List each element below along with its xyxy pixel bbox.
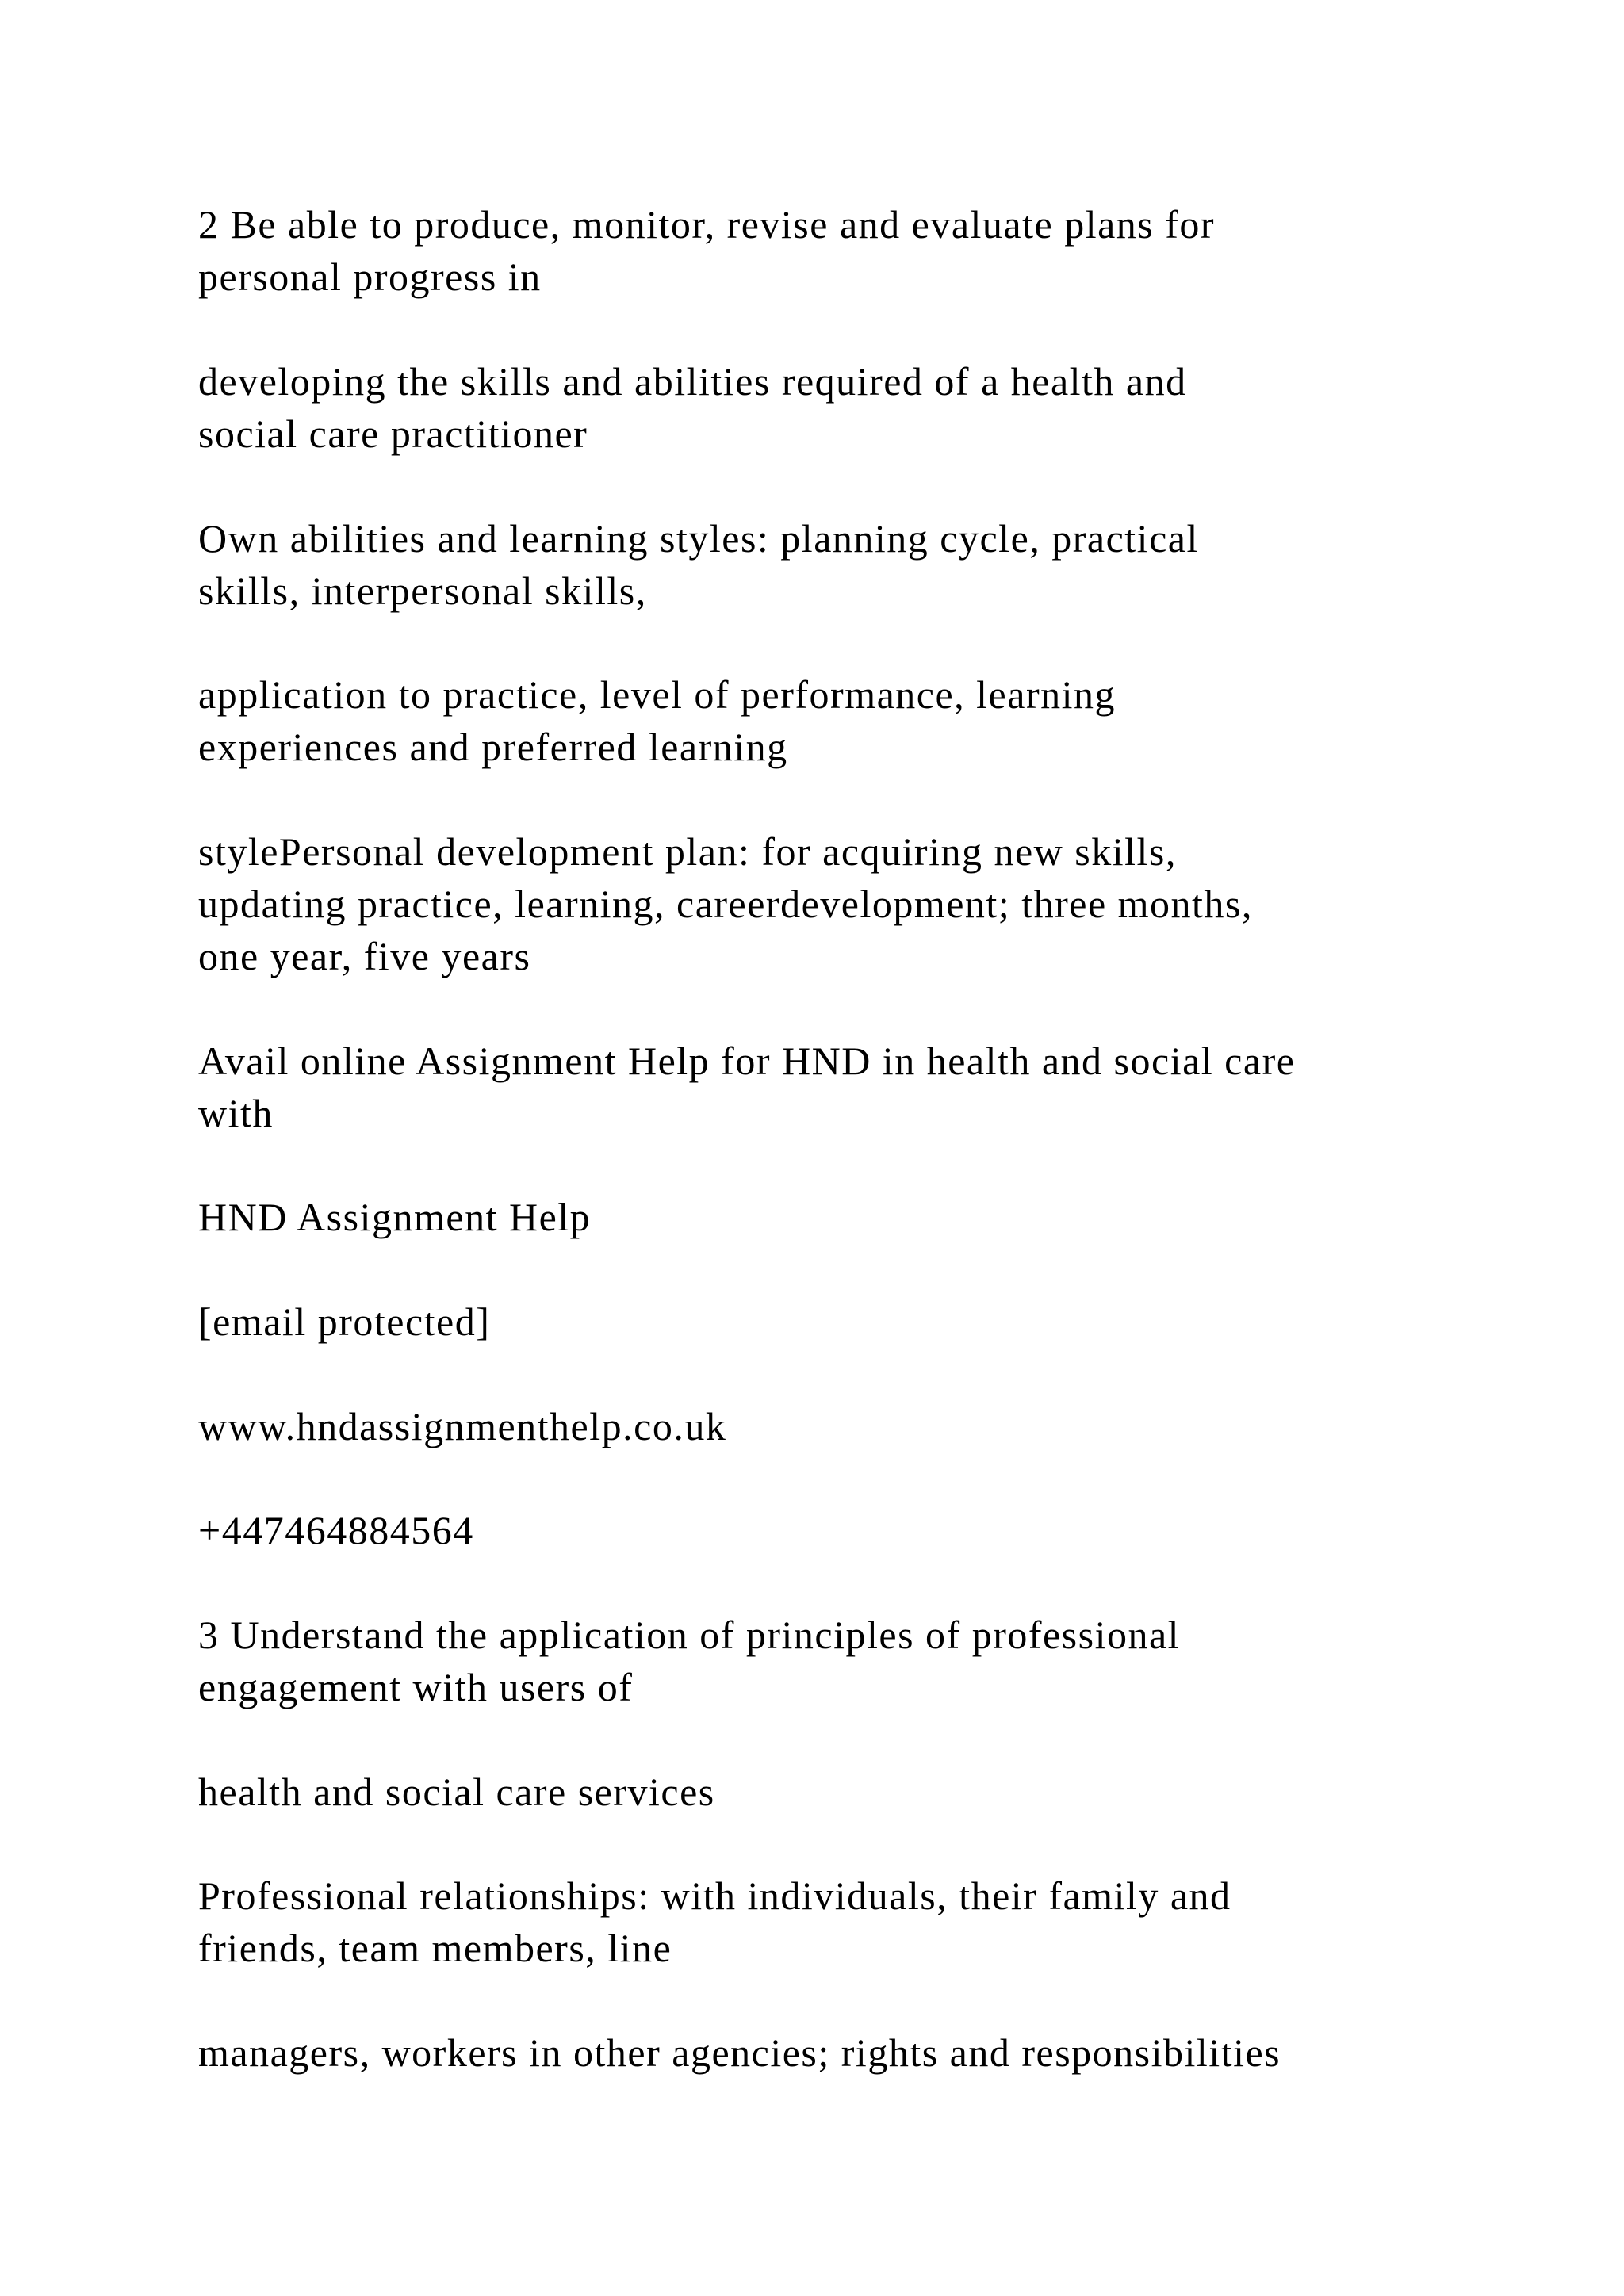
text-line: HND Assignment Help xyxy=(198,1195,592,1239)
text-line: developing the skills and abilities required of a health and xyxy=(198,359,1187,404)
text-line: social care practitioner xyxy=(198,411,588,456)
text-line: experiences and preferred learning xyxy=(198,725,788,769)
text-line: friends, team members, line xyxy=(198,1926,672,1970)
text-line: 3 Understand the application of principles of professional xyxy=(198,1613,1181,1657)
paragraph-1 xyxy=(198,198,1507,303)
text-line: with xyxy=(198,1091,274,1135)
paragraph-11 xyxy=(198,1609,1507,1713)
text-line: managers, workers in other agencies; rights and responsibilities xyxy=(198,2030,1281,2075)
text-line: one year, five years xyxy=(198,934,531,978)
paragraph-2 xyxy=(198,355,1507,460)
contact-phone xyxy=(198,1504,1507,1556)
paragraph-12 xyxy=(198,1766,1507,1818)
contact-website xyxy=(198,1400,1507,1452)
text-line: updating practice, learning, careerdevelopment; three months, xyxy=(198,882,1253,926)
text-line: application to practice, level of performance, learning xyxy=(198,672,1116,717)
text-line: www.hndassignmenthelp.co.uk xyxy=(198,1404,727,1448)
text-line: +447464884564 xyxy=(198,1508,474,1552)
paragraph-4 xyxy=(198,668,1507,773)
paragraph-5 xyxy=(198,825,1507,982)
contact-email xyxy=(198,1295,1507,1348)
text-line: Professional relationships: with individuals, their family and xyxy=(198,1873,1231,1918)
paragraph-6 xyxy=(198,1035,1507,1139)
text-line: personal progress in xyxy=(198,254,542,299)
paragraph-14 xyxy=(198,2026,1507,2079)
text-line: 2 Be able to produce, monitor, revise and evaluate plans for xyxy=(198,202,1216,247)
text-line: engagement with users of xyxy=(198,1665,634,1709)
text-line: stylePersonal development plan: for acquiring new skills, xyxy=(198,829,1177,874)
text-line: Avail online Assignment Help for HND in health and social care xyxy=(198,1039,1296,1083)
paragraph-13 xyxy=(198,1869,1507,1974)
text-line: Own abilities and learning styles: planning cycle, practical xyxy=(198,516,1199,561)
text-line: skills, interpersonal skills, xyxy=(198,568,647,613)
paragraph-3 xyxy=(198,512,1507,617)
text-line: [email protected] xyxy=(198,1299,491,1344)
text-line: health and social care services xyxy=(198,1770,715,1814)
company-name xyxy=(198,1191,1507,1243)
